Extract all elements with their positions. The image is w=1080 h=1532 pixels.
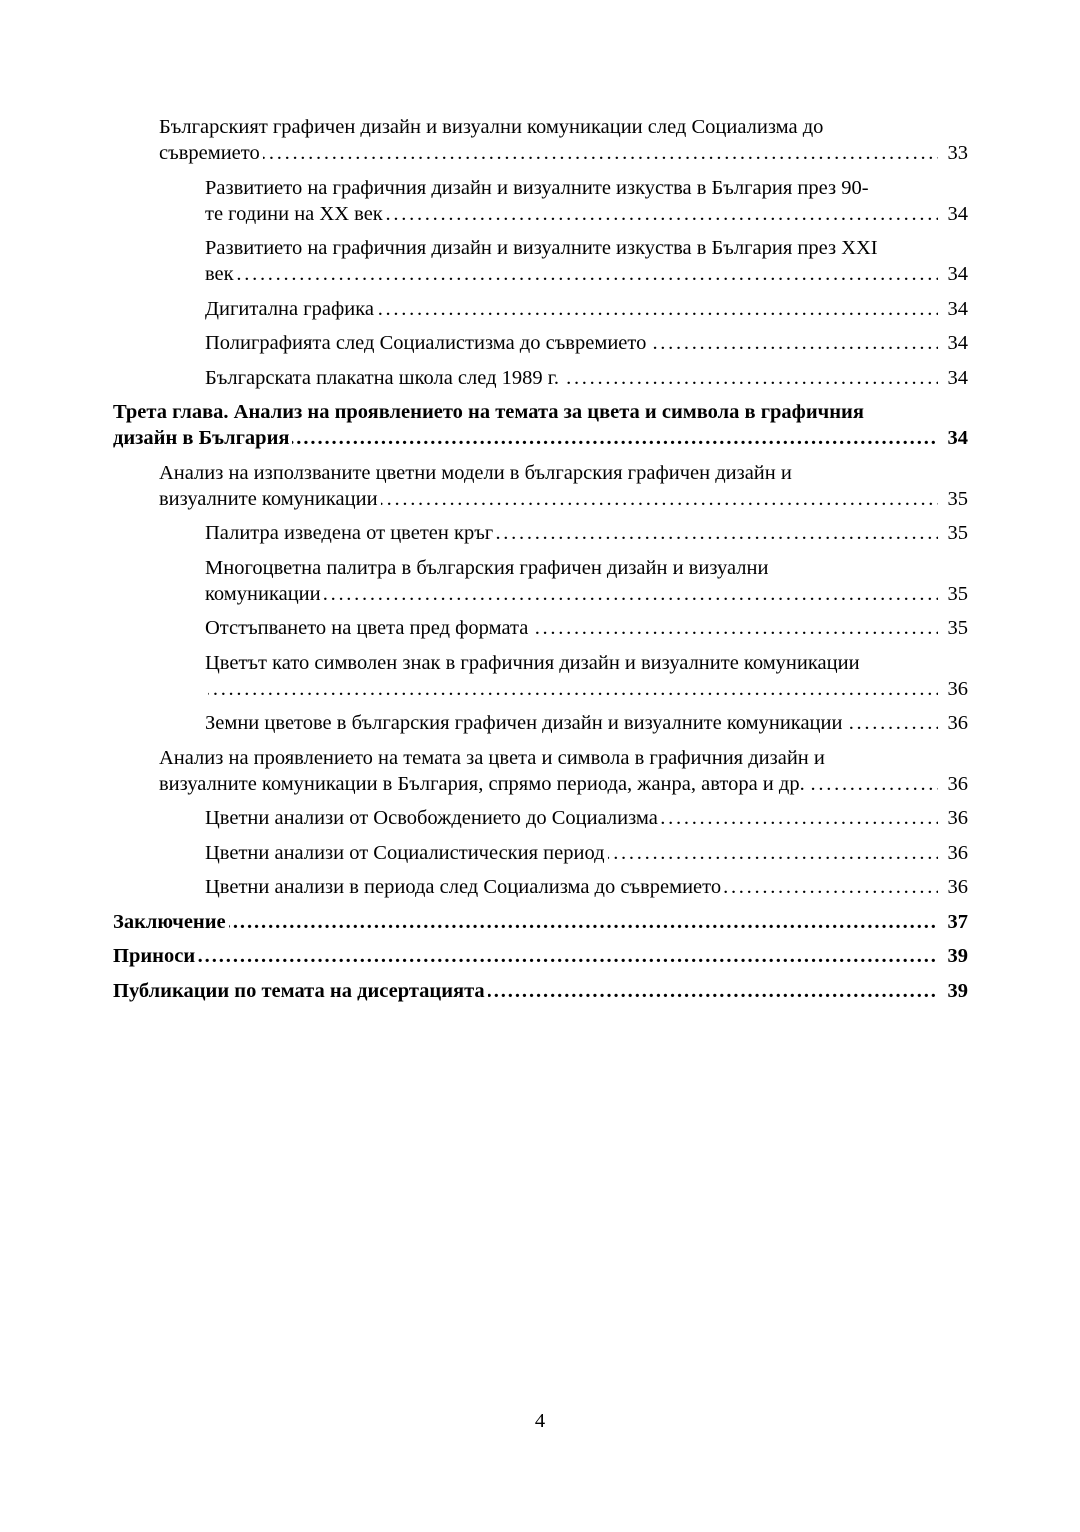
toc-entry-page-number: 34 [945, 201, 969, 227]
toc-entry-title: Публикации по темата на дисертацията [113, 980, 488, 1002]
toc-entry-title: Трета глава. Анализ на проявлението на темата за цвета и символа в графичния [113, 401, 864, 423]
toc-entry-leader-line [205, 676, 968, 702]
toc-entry[interactable] [113, 840, 968, 866]
toc-entry[interactable] [113, 235, 968, 287]
toc-entry-title: Българската плакатна школа след 1989 г. [205, 367, 562, 389]
toc-entry-title [205, 678, 208, 700]
toc-entry-leader-line [159, 140, 968, 166]
toc-entry[interactable] [113, 460, 968, 512]
toc-entry-page-number: 39 [945, 978, 969, 1004]
toc-entry-leader-line [205, 261, 968, 287]
table-of-contents [113, 114, 968, 1012]
toc-entry-title: Цветът като символен знак в графичния дизайн и визуалните комуникации [205, 651, 860, 674]
toc-entry[interactable] [113, 555, 968, 607]
toc-entry-leader-line [205, 874, 968, 900]
toc-entry[interactable] [113, 330, 968, 356]
toc-entry[interactable] [113, 978, 968, 1004]
toc-entry-title: Отстъпването на цвета пред формата [205, 617, 531, 639]
toc-entry-title: те години на XX век [205, 203, 386, 225]
toc-entry[interactable] [113, 520, 968, 546]
toc-entry-page-number: 36 [945, 805, 969, 831]
toc-entry[interactable] [113, 909, 968, 935]
toc-entry[interactable] [113, 175, 968, 227]
toc-entry-page-number: 36 [945, 874, 969, 900]
toc-entry-title: Анализ на проявлението на темата за цвета и символа в графичния дизайн и [159, 746, 825, 769]
toc-entry-title: визуалните комуникации в България, спрямо периода, жанра, автора и др. [159, 773, 808, 795]
toc-entry-title: Цветни анализи от Социалистическия период [205, 842, 608, 864]
toc-entry-title: визуалните комуникации [159, 488, 381, 510]
toc-entry-title: дизайн в България [113, 427, 292, 449]
toc-entry-title: Българският графичен дизайн и визуални комуникации след Социализма до [159, 116, 824, 138]
toc-entry-title: Анализ на използваните цветни модели в българския графичен дизайн и [159, 461, 792, 484]
toc-entry-title: съвремието [159, 142, 263, 164]
toc-entry[interactable] [113, 399, 968, 451]
toc-entry-title: век [205, 263, 237, 285]
toc-entry-leader-line [205, 805, 968, 831]
toc-entry-title: Цветни анализи от Освобождението до Социализма [205, 807, 661, 829]
toc-entry[interactable] [113, 296, 968, 322]
toc-entry-page-number: 34 [945, 330, 969, 356]
toc-entry-leader-line [205, 581, 968, 607]
toc-entry[interactable] [113, 943, 968, 969]
toc-entry-leader-line [113, 978, 968, 1004]
toc-entry-leader-line [205, 710, 968, 736]
toc-entry-title: Полиграфията след Социалистизма до съвремието [205, 332, 649, 354]
toc-entry-title: Развитието на графичния дизайн и визуалните изкуства в България през 90- [205, 176, 869, 199]
toc-entry-leader-line [205, 296, 968, 322]
toc-entry-title: комуникации [205, 583, 324, 605]
toc-entry-page-number: 35 [945, 581, 969, 607]
toc-entry-leader-line [113, 425, 968, 451]
toc-entry-page-number: 34 [945, 296, 969, 322]
toc-entry-title: Земни цветове в българския графичен дизайн и визуалните комуникации [205, 712, 845, 734]
toc-entry-leader-line [159, 771, 968, 797]
toc-entry-page-number: 35 [945, 520, 969, 546]
toc-entry-title: Палитра изведена от цветен кръг [205, 522, 496, 544]
toc-entry-title: Развитието на графичния дизайн и визуалните изкуства в България през XXI [205, 237, 878, 259]
toc-entry-leader-line [159, 486, 968, 512]
toc-entry[interactable] [113, 805, 968, 831]
toc-entry-title: Многоцветна палитра в българския графичен дизайн и визуални [205, 556, 769, 579]
toc-entry[interactable] [113, 365, 968, 391]
toc-entry-page-number: 36 [945, 710, 969, 736]
toc-entry-leader-line [205, 520, 968, 546]
toc-entry-title: Цветни анализи в периода след Социализма до съвремието [205, 876, 724, 898]
toc-entry-page-number: 34 [945, 365, 969, 391]
toc-entry[interactable] [113, 710, 968, 736]
toc-entry-page-number: 35 [945, 615, 969, 641]
toc-entry-page-number: 35 [945, 486, 969, 512]
toc-entry-page-number: 39 [945, 943, 969, 969]
toc-entry-leader-line [205, 840, 968, 866]
toc-entry-leader-line [205, 365, 968, 391]
toc-entry-page-number: 37 [945, 909, 969, 935]
toc-entry[interactable] [113, 114, 968, 166]
page-number: 4 [534, 1410, 546, 1432]
toc-entry-page-number: 36 [945, 771, 969, 797]
toc-entry-leader-line [113, 943, 968, 969]
toc-entry-page-number: 34 [945, 425, 969, 451]
toc-entry-title: Приноси [113, 945, 198, 967]
toc-entry-leader-line [205, 615, 968, 641]
toc-entry-title: Заключение [113, 911, 229, 933]
toc-entry-leader-line [205, 330, 968, 356]
toc-entry[interactable] [113, 874, 968, 900]
toc-entry-leader-line [205, 201, 968, 227]
toc-entry[interactable] [113, 650, 968, 702]
toc-entry-page-number: 36 [945, 840, 969, 866]
toc-entry-page-number: 33 [945, 140, 969, 166]
toc-entry-title: Дигитална графика [205, 298, 377, 320]
toc-entry[interactable] [113, 615, 968, 641]
toc-entry-leader-line [113, 909, 968, 935]
toc-entry[interactable] [113, 745, 968, 797]
toc-entry-page-number: 34 [945, 261, 969, 287]
toc-entry-page-number: 36 [945, 676, 969, 702]
